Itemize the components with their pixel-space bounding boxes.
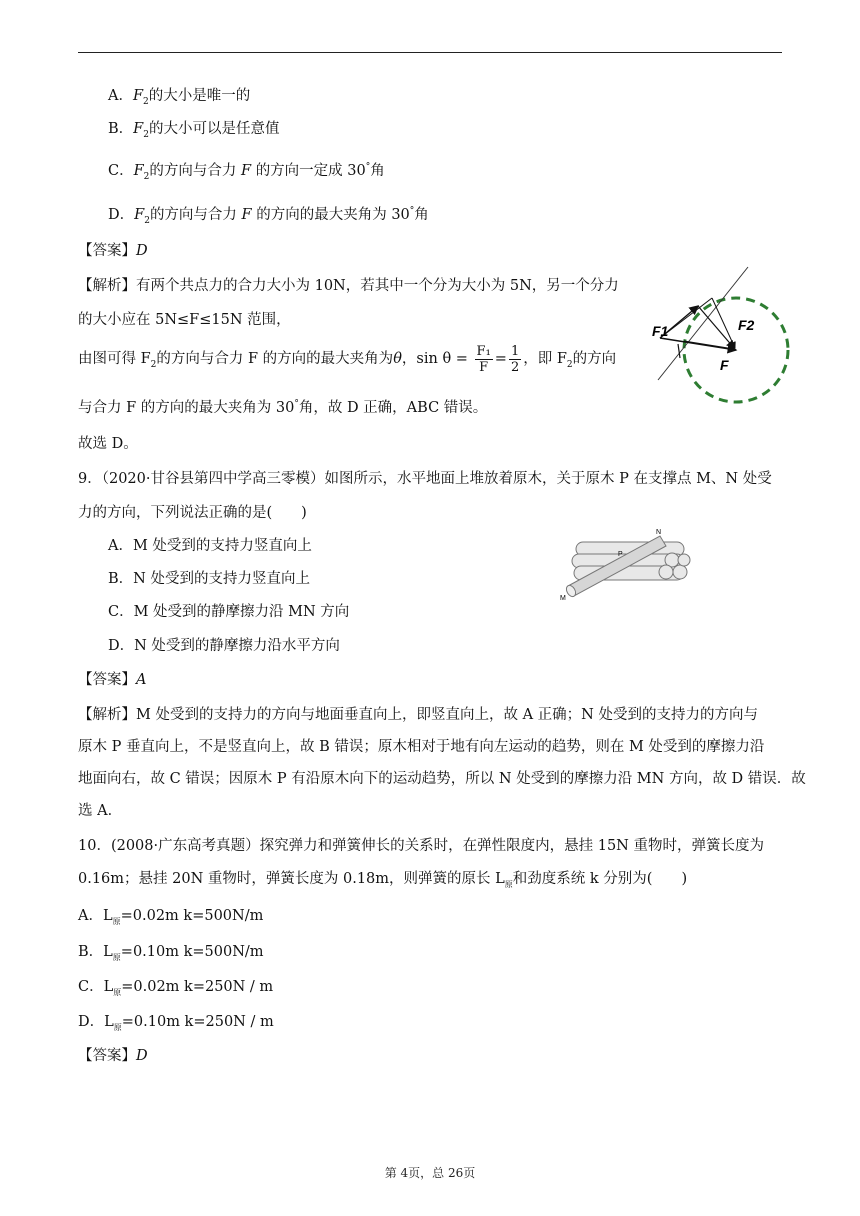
q10-answer: 【答案】D <box>78 1048 148 1064</box>
q9-option-a: A．M 处受到的支持力竖直向上 <box>108 538 312 554</box>
q8-option-b: B．$F_2$的大小可以是任意值 <box>108 121 280 140</box>
q8-analysis-line-4: 与合力 F 的方向的最大夹角为 30°角，故 D 正确，ABC 错误。 <box>78 399 488 416</box>
f2-arrow-3 <box>684 341 734 349</box>
q8-option-d: D．$F_2$的方向与合力 F 的方向的最大夹角为 30°角 <box>108 206 429 226</box>
q8-option-c: C．$F_2$的方向与合力 F 的方向一定成 30°角 <box>108 162 385 182</box>
q8-conclusion: 故选 D。 <box>78 436 138 452</box>
fraction-f1-over-f: $\frac{\text{F₁}}{F}$ <box>476 343 491 375</box>
q10-stem-line-2: 0.16m；悬挂 20N 重物时，弹簧长度为 0.18m，则弹簧的原长 $L_原$和劲度系统 k 分别为( ) <box>78 871 688 889</box>
q9-analysis-line-4: 选 A． <box>78 803 123 819</box>
q8-option-a: A．$F_2$的大小是唯一的 <box>108 88 251 107</box>
q9-analysis-line-3: 地面向右，故 C 错误；因原木 P 有沿原木向下的运动趋势，所以 N 处受到的摩擦力沿 MN 方向，故 D 错误．故 <box>78 771 806 787</box>
log-end-4 <box>678 554 690 566</box>
q10-option-a: A．$L_原=0.02m$ k=500N/m <box>78 908 264 926</box>
q8-analysis-line-1: 【解析】有两个共点力的合力大小为 10N，若其中一个分为大小为 5N，另一个分力 <box>78 278 619 294</box>
q10-stem-line-1: 10．(2008·广东高考真题）探究弹力和弹簧伸长的关系时，在弹性限度内，悬挂 15N 重物时，弹簧长度为 <box>78 838 764 854</box>
label-f1: F1 <box>652 323 669 339</box>
q10-option-d: D．$L_原=0.10m$ k=250N / m <box>78 1014 274 1032</box>
logs-figure <box>556 524 706 602</box>
q9-analysis-line-1: 【解析】M 处受到的支持力的方向与地面垂直向上，即竖直向上，故 A 正确；N 处受到的支持力的方向与 <box>78 707 758 723</box>
q8-analysis-line-2: 的大小应在 5N≤F≤15N 范围， <box>78 312 291 328</box>
tick-mark <box>678 344 680 358</box>
log-end-3 <box>659 565 673 579</box>
label-n: N <box>656 529 662 536</box>
q9-answer: 【答案】A <box>78 672 147 688</box>
f2-arrow-2 <box>712 298 735 348</box>
q8-analysis-line-3: 由图可得 $F_2$的方向与合力 F 的方向的最大夹角为θ，sin θ = $\frac{\text{F₁}}{F}$ = $\frac{1}{2}$ ，即 $F_2$的方向 <box>78 343 617 375</box>
log-end-2 <box>673 565 687 579</box>
q8-answer: 【答案】D <box>78 243 148 259</box>
label-f2: F2 <box>738 317 755 333</box>
label-p: P <box>618 551 623 558</box>
tangent-line <box>658 267 748 380</box>
q9-option-c: C．M 处受到的静摩擦力沿 MN 方向 <box>108 604 350 620</box>
q10-option-b: B．$L_原=0.10m$ k=500N/m <box>78 944 264 962</box>
q9-stem-line-1: 9．（2020·甘谷县第四中学高三零模）如图所示，水平地面上堆放着原木，关于原木 P 在支撑点 M、N 处受 <box>78 471 772 487</box>
q9-option-d: D．N 处受到的静摩擦力沿水平方向 <box>108 638 340 654</box>
fraction-one-half: $\frac{1}{2}$ <box>510 343 520 375</box>
header-rule <box>78 52 782 53</box>
q10-option-c: C．$L_原=0.02m$ k=250N / m <box>78 979 274 997</box>
q9-option-b: B．N 处受到的支持力竖直向上 <box>108 571 310 587</box>
q9-stem-line-2: 力的方向，下列说法正确的是( ) <box>78 505 307 521</box>
force-diagram <box>640 262 800 412</box>
f2-arrow-1 <box>698 306 734 348</box>
label-f: F <box>720 357 729 373</box>
q9-analysis-line-2: 原木 P 垂直向上，不是竖直向上，故 B 错误；原木相对于地有向左运动的趋势，则在 M 处受到的摩擦力沿 <box>78 739 765 755</box>
resultant-f-arrow <box>660 338 736 350</box>
page-footer: 第 4页，总 26页 <box>384 1166 476 1180</box>
label-m: M <box>560 595 566 602</box>
